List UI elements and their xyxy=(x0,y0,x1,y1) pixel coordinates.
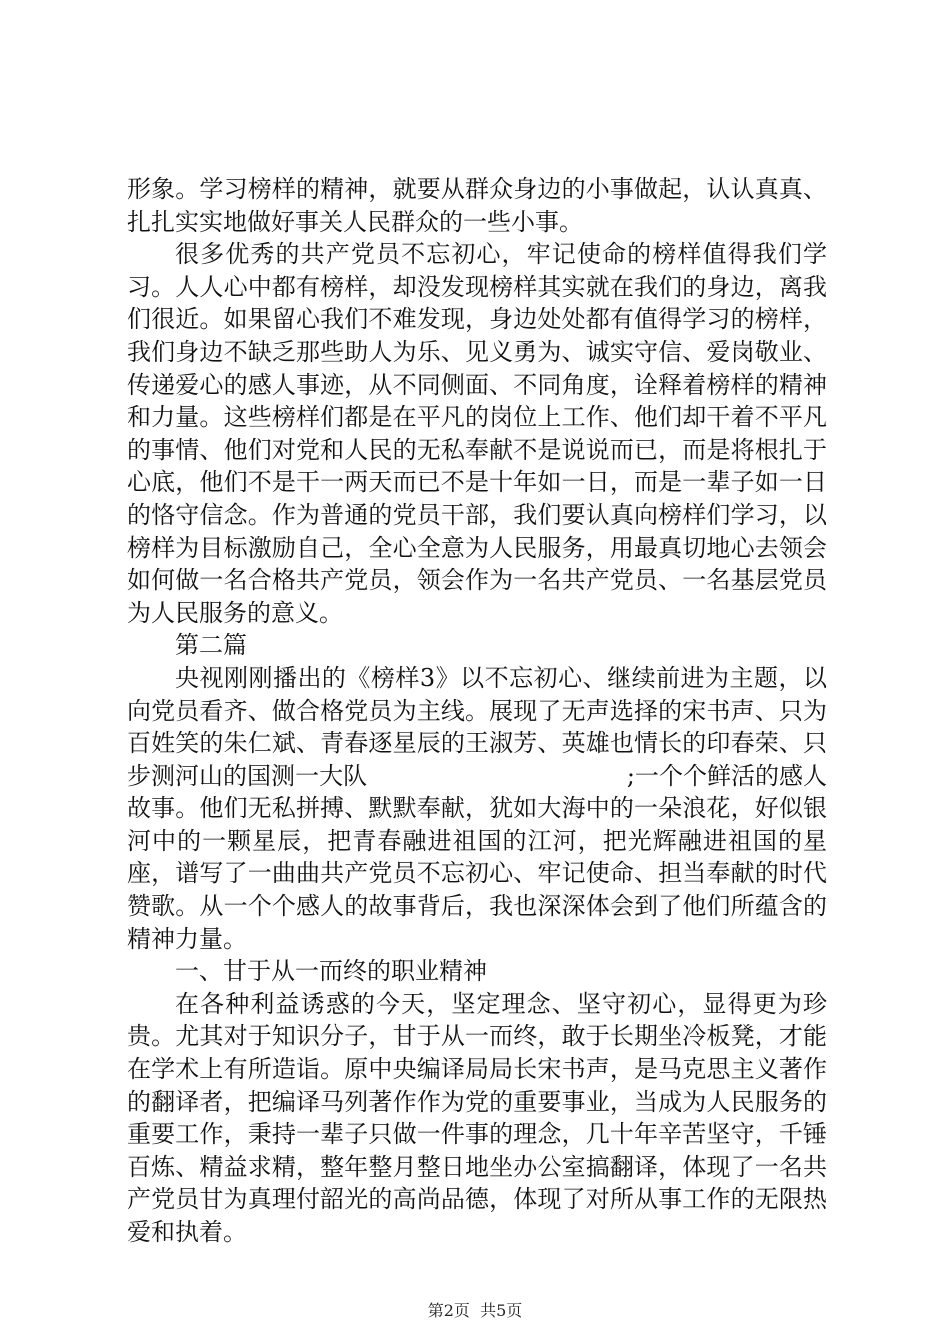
paragraph: 形象。学习榜样的精神，就要从群众身边的小事做起，认认真真、扎扎实实地做好事关人民群众的一些小事。 xyxy=(127,175,827,236)
document-body xyxy=(127,173,827,1249)
subsection-heading: 一、甘于从一而终的职业精神 xyxy=(175,957,487,986)
paragraph: 央视刚刚播出的《榜样3》以不忘初心、继续前进为主题，以向党员看齐、做合格党员为主线。展现了无声选择的宋书声、只为百姓笑的朱仁斌、青春逐星辰的王淑芳、英雄也情长的印春荣、只步测河山的国测一大队 ;一个个鲜活的感人故事。他们无私拼搏、默默奉献，犹如大海中的一朵浪花，好似银河中的一颗星辰，把青春融进祖国的江河，把光辉融进祖国的星座，谱写了一曲曲共产党员不忘初心、牢记使命、担当奉献的时代赞歌。从一个个感人的故事背后，我也深深体会到了他们所蕴含的精神力量。 xyxy=(127,663,827,953)
section-heading: 第二篇 xyxy=(175,631,247,660)
paragraph: 很多优秀的共产党员不忘初心，牢记使命的榜样值得我们学习。人人心中都有榜样，却没发现榜样其实就在我们的身边，离我们很近。如果留心我们不难发现，身边处处都有值得学习的榜样，我们身边不缺乏那些助人为乐、见义勇为、诚实守信、爱岗敬业、传递爱心的感人事迹，从不同侧面、不同角度，诠释着榜样的精神和力量。这些榜样们都是在平凡的岗位上工作、他们却干着不平凡的事情、他们对党和人民的无私奉献不是说说而已，而是将根扎于心底，他们不是干一两天而已不是十年如一日，而是一辈子如一日的恪守信念。作为普通的党员干部，我们要认真向榜样们学习，以榜样为目标激励自己，全心全意为人民服务，用最真切地心去领会如何做一名合格共产党员，领会作为一名共产党员、一名基层党员为人民服务的意义。 xyxy=(127,240,827,627)
paragraph: 在各种利益诱惑的今天，坚定理念、坚守初心，显得更为珍贵。尤其对于知识分子，甘于从一而终，敢于长期坐冷板凳，才能在学术上有所造诣。原中央编译局局长宋书声，是马克思主义著作的翻译者，把编译马列著作作为党的重要事业，当成为人民服务的重要工作，秉持一辈子只做一件事的理念，几十年辛苦坚守，千锤百炼、精益求精，整年整月整日地坐办公室搞翻译，体现了一名共产党员甘为真理付韶光的高尚品德，体现了对所从事工作的无限热爱和执着。 xyxy=(127,989,827,1246)
page-footer: 第2页 共5页 xyxy=(427,1301,523,1320)
